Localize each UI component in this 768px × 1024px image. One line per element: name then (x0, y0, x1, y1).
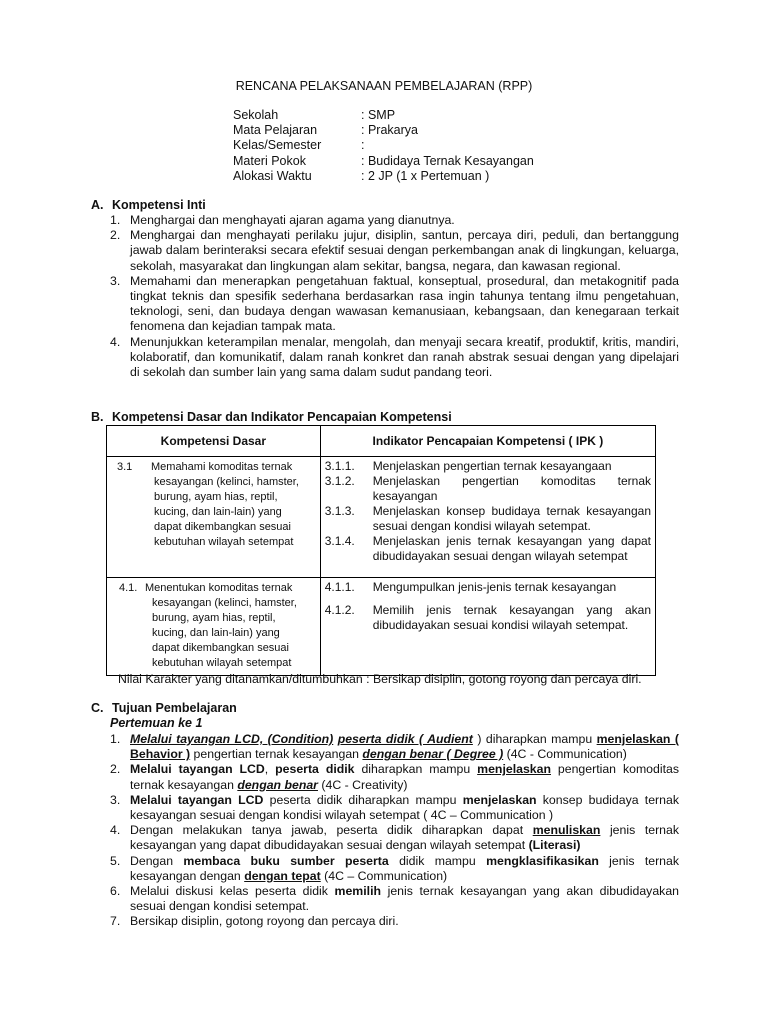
info-value: : (361, 138, 365, 153)
section-letter: B. (91, 410, 104, 424)
info-row-sekolah (233, 108, 534, 123)
text-run: diharapkan mampu (354, 762, 478, 777)
info-value: : Budidaya Ternak Kesayangan (361, 153, 534, 168)
kd-number: 4.1. (119, 582, 138, 594)
item-text (130, 732, 679, 762)
ipk-text: Menjelaskan jenis ternak kesayangan yang dapat dibudidayakan sesuai dengan wilayah setempat (372, 534, 651, 563)
condition-text: Melalui tayangan LCD (130, 792, 264, 807)
item-number: 1. (110, 213, 121, 227)
ipk-item (325, 504, 651, 534)
text-run: (4C – Communication) (320, 868, 448, 883)
degree-text: dengan benar (237, 777, 318, 792)
text-run: didik mampu (388, 853, 487, 868)
info-value: : Prakarya (361, 123, 418, 138)
kd-text: burung, ayam hias, reptil, (152, 612, 276, 624)
item-number: 6. (110, 884, 121, 899)
table-row (107, 578, 656, 676)
kd-cell (107, 457, 321, 578)
kd-text: burung, ayam hias, reptil, (154, 491, 278, 503)
kd-text: kucing, dan lain-lain) yang (152, 627, 280, 639)
behavior-text: menjelaskan (462, 792, 537, 807)
text-run: jenis ternak kesayangan dengan (130, 853, 679, 883)
kd-text: kesayangan (kelinci, hamster, (152, 597, 297, 609)
kd-text: kesayangan (kelinci, hamster, (154, 476, 299, 488)
info-label: Materi Pokok (233, 153, 306, 168)
kd-cell (107, 578, 321, 676)
kd-text: Memahami komoditas ternak (151, 461, 293, 473)
ipk-item (325, 474, 651, 504)
document-title: RENCANA PELAKSANAAN PEMBELAJARAN (RPP) (235, 79, 533, 93)
info-label: Kelas/Semester (233, 138, 322, 153)
literasi-text: (Literasi) (528, 838, 581, 853)
list-item (110, 228, 679, 274)
info-value: : 2 JP (1 x Pertemuan ) (361, 168, 490, 183)
section-title: Kompetensi Inti (112, 198, 206, 212)
section-title: Kompetensi Dasar dan Indikator Pencapaian Kompetensi (112, 410, 452, 424)
info-row-materi (233, 154, 534, 169)
ipk-code: 3.1.2. (324, 474, 355, 488)
text-run: Dengan melakukan tanya jawab, peserta didik diharapkan dapat (130, 823, 533, 838)
list-item (110, 213, 679, 228)
info-row-mapel (233, 123, 534, 138)
ipk-text: Menjelaskan pengertian ternak kesayangaan (372, 459, 612, 473)
ipk-item (325, 580, 651, 595)
item-number: 3. (110, 792, 121, 807)
nilai-karakter: Nilai Karakter yang ditanamkan/ditumbuhkan : Bersikap disiplin, gotong royong dan percaya diri. (118, 672, 642, 686)
ipk-text: Memilih jenis ternak kesayangan yang akan dibudidayakan sesuai kondisi wilayah setempat. (372, 603, 651, 632)
text-run: jenis ternak kesayangan yang akan dibudidayakan sesuai dengan kondisi setempat. (130, 884, 679, 914)
item-number: 7. (110, 914, 121, 929)
ipk-text: Menjelaskan pengertian komoditas ternak kesayangan (372, 474, 651, 503)
ipk-cell (320, 578, 655, 676)
audience-text: peserta didik ( Audient (337, 732, 473, 746)
ipk-item (325, 459, 651, 474)
item-number: 5. (110, 853, 121, 868)
text-run: , (264, 762, 276, 777)
degree-text: dengan tepat (244, 868, 321, 883)
condition-text: Melalui tayangan LCD (130, 762, 265, 777)
item-text: Memahami dan menerapkan pengetahuan faktual, konseptual, prosedural, dan metakognitif pada tingkat teknis dan spesifik sederhana berdasarkan rasa ingin tahunya tentang ilmu pengetahuan, teknologi, seni, dan budaya dengan wawasan kemanusiaan, kebangsaan, dan kenegaraan terkait fenomena dan kejadian tampak mata. (130, 273, 679, 334)
kd-text: dapat dikembangkan sesuai (154, 521, 291, 533)
identity-block (233, 108, 534, 184)
info-label: Mata Pelajaran (233, 123, 318, 138)
list-item (110, 274, 679, 335)
behavior-text: memilih (334, 884, 381, 899)
info-row-alokasi (233, 169, 534, 184)
item-number: 1. (110, 732, 121, 746)
text-run: ) diharapkan mampu (472, 732, 597, 746)
section-letter: A. (91, 198, 104, 212)
item-text: Menghargai dan menghayati perilaku jujur, disiplin, santun, percaya diri, peduli, dan bertanggung jawab dalam berinteraksi secara efektif sesuai dengan perkembangan anak di lingkungan, keluarga, sekolah, masyarakat dan lingkungan alam sekitar, bangsa, negara, dan kawasan regional. (130, 228, 679, 273)
item-text (130, 762, 679, 792)
info-row-kelas (233, 138, 534, 153)
section-letter: C. (91, 701, 104, 715)
behavior-text: menjelaskan ( Behavior ) (130, 732, 679, 762)
kd-ipk-table (106, 425, 656, 676)
kd-text: kebutuhan wilayah setempat (154, 536, 294, 548)
item-number: 4. (110, 823, 121, 838)
info-value: : SMP (361, 108, 396, 122)
audience-text: peserta didik (275, 762, 355, 777)
text-run: Dengan (130, 853, 184, 868)
text-run: Melalui diskusi kelas peserta didik (130, 884, 335, 899)
section-b-heading (91, 410, 452, 424)
item-text (130, 793, 679, 823)
text-run: pengertian ternak kesayangan (190, 747, 363, 762)
behavior-text: menuliskan (532, 823, 601, 838)
behavior-text: menjelaskan (477, 762, 551, 777)
text-run: pengertian komoditas ternak kesayangan (130, 762, 679, 792)
list-item (110, 762, 679, 792)
item-number: 3. (110, 273, 121, 288)
ipk-code: 3.1.1. (324, 459, 355, 473)
kd-text: Menentukan komoditas ternak (145, 582, 293, 594)
item-text: Menghargai dan menghayati ajaran agama yang dianutnya. (130, 213, 455, 227)
table-header-kd: Kompetensi Dasar (107, 426, 321, 457)
list-item (110, 884, 679, 914)
condition-text: Melalui tayangan LCD, (Condition) (130, 732, 334, 746)
item-text: Bersikap disiplin, gotong royong dan percaya diri. (130, 914, 399, 929)
ipk-code: 4.1.2. (324, 603, 355, 617)
text-run: konsep budidaya ternak kesayangan sesuai dengan kondisi wilayah setempat ( 4C – Communication ) (130, 792, 679, 823)
item-number: 2. (110, 228, 121, 243)
ipk-cell (320, 457, 655, 578)
list-item (110, 823, 679, 853)
ipk-code: 3.1.3. (324, 504, 355, 518)
table-header-ipk: Indikator Pencapaian Kompetensi ( IPK ) (320, 426, 655, 457)
section-a-heading (91, 198, 206, 212)
behavior-text: mengklasifikasikan (486, 853, 599, 868)
item-text (130, 823, 679, 853)
kd-text: kucing, dan lain-lain) yang (154, 506, 282, 518)
ipk-code: 3.1.4. (324, 534, 355, 548)
item-text: Menunjukkan keterampilan menalar, mengolah, dan menyaji secara kreatif, produktif, kritis, mandiri, kolaboratif, dan komunikatif, dalam ranah konkret dan ranah abstrak sesuai dengan yang dipelajari di sekolah dan sumber lain yang sama dalam sudut pandang teori. (130, 334, 679, 380)
table-row (107, 457, 656, 578)
kompetensi-inti-list (110, 213, 679, 380)
list-item (110, 914, 679, 929)
list-item (110, 335, 679, 381)
section-title: Tujuan Pembelajaran (112, 701, 237, 715)
ipk-code: 4.1.1. (324, 580, 355, 594)
item-text (130, 884, 679, 914)
table-header-row (107, 426, 656, 457)
condition-text: membaca buku sumber peserta (183, 853, 389, 868)
info-label: Alokasi Waktu (233, 168, 312, 183)
ipk-item (325, 534, 651, 564)
item-text (130, 854, 679, 884)
text-run: jenis ternak kesayangan yang dapat dibudidayakan sesuai dengan wilayah setempat (130, 823, 679, 853)
text-run: peserta didik diharapkan mampu (263, 792, 463, 807)
list-item (110, 732, 679, 762)
pertemuan-label: Pertemuan ke 1 (110, 716, 203, 730)
list-item (110, 793, 679, 823)
section-c-heading (91, 701, 237, 715)
kd-number: 3.1 (117, 461, 133, 473)
item-number: 4. (110, 334, 121, 349)
kd-text: dapat dikembangkan sesuai (152, 642, 289, 654)
ipk-text: Mengumpulkan jenis-jenis ternak kesayangan (372, 580, 617, 594)
tujuan-list (110, 732, 679, 930)
list-item (110, 854, 679, 884)
info-label: Sekolah (233, 108, 279, 122)
text-run: (4C - Creativity) (317, 777, 408, 792)
degree-text: dengan benar ( Degree ) (362, 747, 504, 762)
item-number: 2. (110, 762, 121, 777)
text-run: (4C - Communication) (503, 747, 627, 762)
ipk-text: Menjelaskan konsep budidaya ternak kesayangan sesuai dengan kondisi wilayah setempat. (372, 504, 651, 533)
ipk-item (325, 603, 651, 633)
kd-text: kebutuhan wilayah setempat (152, 657, 292, 669)
